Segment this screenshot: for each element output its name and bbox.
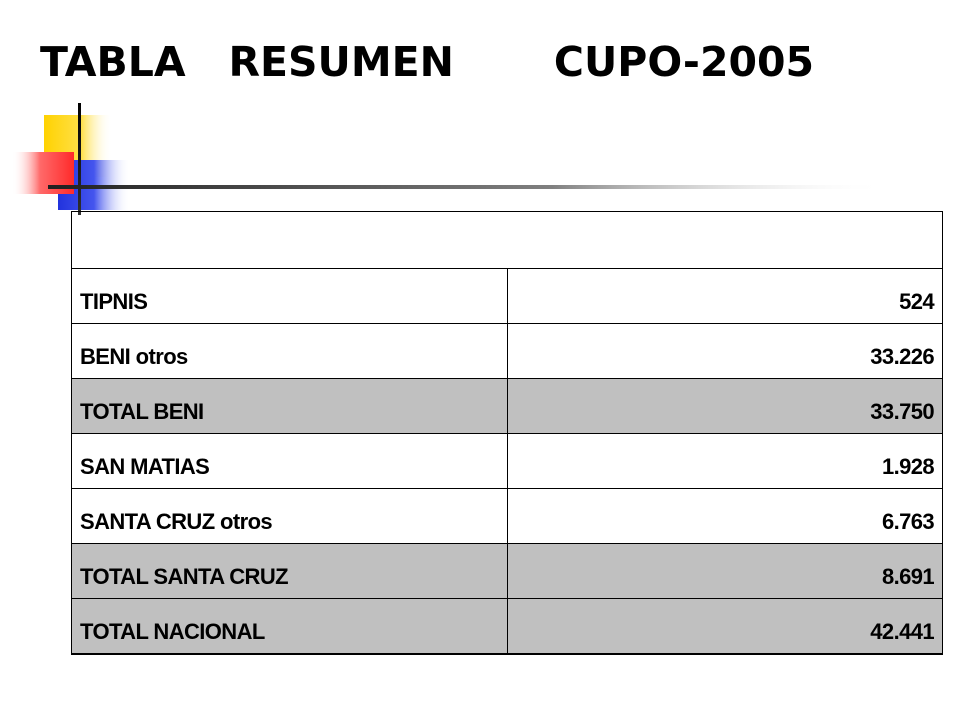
table-row (72, 543, 942, 598)
summary-table-container (71, 211, 943, 655)
table-row (72, 323, 942, 378)
row-label: TIPNIS (72, 268, 507, 323)
table-header-row (72, 212, 942, 268)
row-value: 1.928 (507, 433, 942, 488)
row-label: SAN MATIAS (72, 433, 507, 488)
summary-table (72, 212, 942, 653)
table-row (72, 268, 942, 323)
row-value: 42.441 (507, 598, 942, 653)
row-value: 524 (507, 268, 942, 323)
slide-title: TABLA RESUMEN CUPO-2005 (40, 38, 815, 86)
row-value: 33.226 (507, 323, 942, 378)
row-label: BENI otros (72, 323, 507, 378)
row-label: TOTAL NACIONAL (72, 598, 507, 653)
table-row (72, 488, 942, 543)
table-row (72, 433, 942, 488)
table-header-cell (72, 212, 942, 268)
vertical-rule (78, 103, 81, 215)
table-row (72, 598, 942, 653)
row-label: TOTAL BENI (72, 378, 507, 433)
row-label: SANTA CRUZ otros (72, 488, 507, 543)
row-value: 8.691 (507, 543, 942, 598)
table-row (72, 378, 942, 433)
row-value: 6.763 (507, 488, 942, 543)
horizontal-rule (48, 185, 888, 189)
row-value: 33.750 (507, 378, 942, 433)
row-label: TOTAL SANTA CRUZ (72, 543, 507, 598)
decorative-squares-graphic (0, 0, 960, 230)
